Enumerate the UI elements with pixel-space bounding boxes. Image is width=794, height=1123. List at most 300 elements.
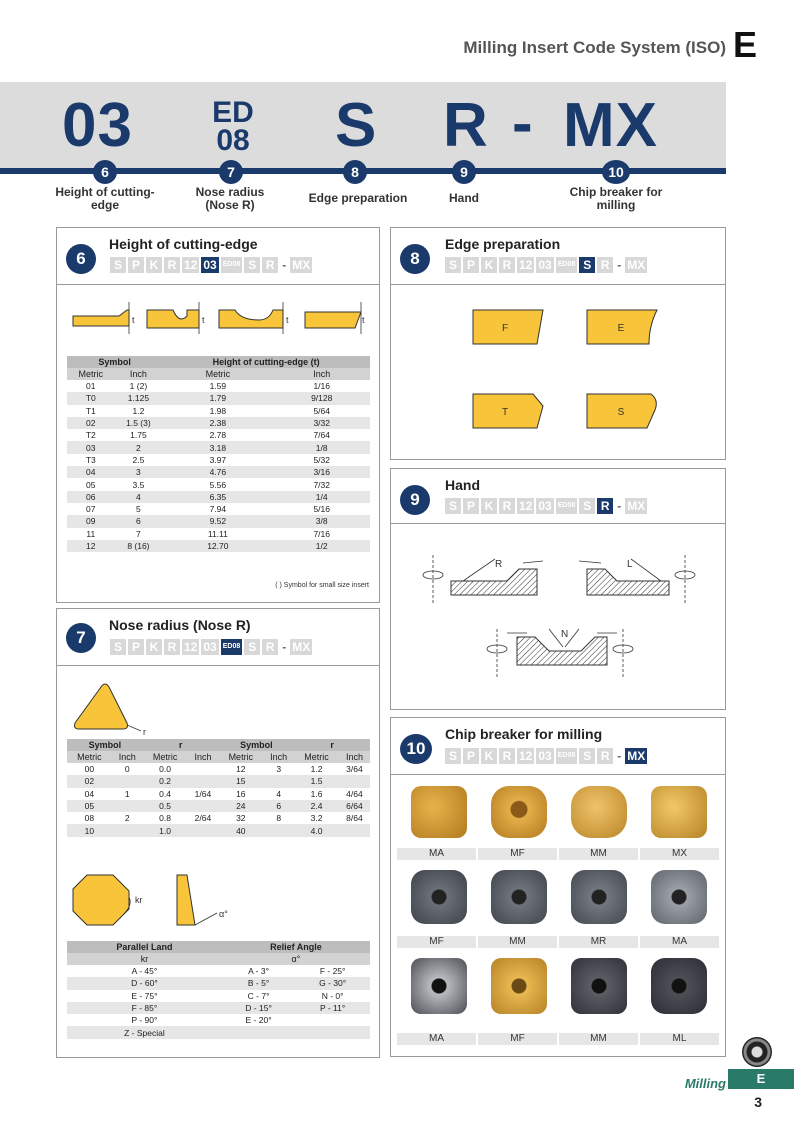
table-cell: [339, 824, 370, 836]
code-chip: ED08: [556, 257, 578, 273]
table-row: [67, 540, 370, 552]
code-chip: R: [262, 257, 278, 273]
table-cell: 11.11: [207, 528, 228, 539]
table-cell: 5: [136, 504, 141, 515]
table-row: [67, 824, 370, 836]
code-part-r: R: [443, 91, 489, 160]
chip-label: MF: [478, 1033, 557, 1045]
table-cell: 32: [236, 813, 246, 824]
code-chip: 03: [538, 258, 552, 272]
table-cell: 0.0: [159, 764, 171, 775]
table-cell: 4/64: [346, 788, 363, 799]
table-cell: 1.5: [294, 775, 339, 787]
code-chip-active: R: [597, 498, 613, 514]
chip-label: MA: [397, 848, 476, 860]
table-row: [67, 454, 370, 466]
table-row: [67, 1026, 370, 1038]
pos-10-circle: 10: [602, 160, 630, 184]
code-dash: -: [617, 749, 622, 763]
table-cell: 08: [84, 813, 95, 824]
sub-header: Inch: [273, 368, 370, 380]
table-cell: 4.76: [162, 466, 273, 478]
table-cell: P - 11°: [295, 1002, 370, 1014]
table-row: [67, 812, 370, 824]
panel-7-number: 7: [66, 623, 96, 653]
chip-label: MX: [640, 848, 719, 860]
panel-10-codebar: [445, 748, 647, 764]
table-cell: 6.35: [162, 491, 273, 503]
table-row: [67, 405, 370, 417]
code-part-08: 08: [216, 124, 250, 157]
code-part-mx: MX: [563, 91, 658, 160]
table-cell: 5/32: [313, 454, 330, 465]
table-cell: 1.125: [115, 392, 163, 404]
code-chip: MX: [292, 640, 311, 654]
code-chip: S: [244, 639, 260, 655]
table-cell: [263, 775, 294, 787]
table-cell: 7/32: [313, 479, 330, 490]
insert-image: [491, 786, 547, 838]
sub-header: kr: [67, 953, 222, 965]
divider: [391, 523, 725, 524]
code-chip: 03: [203, 640, 217, 654]
table-cell: 6/64: [339, 800, 370, 812]
panel-8-number: 8: [400, 244, 430, 274]
code-chip: R: [597, 748, 613, 764]
chip-label: MF: [397, 936, 476, 948]
panel-10-title: Chip breaker for milling: [445, 726, 603, 742]
chip-label: MM: [559, 848, 638, 860]
table-cell: 1.2: [132, 405, 145, 416]
table-cell: D - 15°: [222, 1002, 295, 1014]
table-cell: [222, 1026, 295, 1038]
code-dash: -: [282, 640, 287, 654]
table-row: [67, 788, 370, 800]
table-row: [67, 977, 370, 989]
chip-label: MA: [397, 1033, 476, 1045]
insert-image: [491, 958, 547, 1014]
table-cell: 4: [115, 491, 163, 503]
insert-image: [571, 958, 627, 1014]
table-cell: 1.0: [143, 824, 188, 836]
table-cell: 2.78: [209, 430, 227, 441]
sub-header: Metric: [143, 751, 188, 763]
table-row: [67, 503, 370, 515]
table-cell: 00: [84, 764, 95, 775]
insert-image: [571, 786, 627, 838]
code-chip: S: [244, 257, 260, 273]
table-cell: 40: [218, 824, 263, 836]
divider: [391, 774, 725, 775]
code-chip: S: [110, 639, 126, 655]
table-cell: 1.79: [162, 392, 273, 404]
code-chip: R: [164, 257, 180, 273]
code-part-03: 03: [62, 91, 133, 160]
code-chip: K: [146, 257, 162, 273]
table-row: [67, 1002, 370, 1014]
table-cell: 3/8: [273, 515, 370, 527]
table-row: [67, 775, 370, 787]
insert-image: [491, 870, 547, 924]
table-cell: 2: [124, 813, 130, 824]
panel-7-title: Nose radius (Nose R): [109, 617, 251, 633]
table-cell: 7: [136, 528, 141, 539]
table-cell: [112, 824, 143, 836]
panel-7-codebar: [110, 639, 312, 655]
table-row: [67, 528, 370, 540]
table-row: [67, 965, 370, 977]
hand-l-label: L: [627, 559, 633, 570]
table-cell: 1/4: [273, 491, 370, 503]
table-cell: 3: [276, 764, 282, 775]
table-cell: 2.38: [162, 417, 273, 429]
table-cell: 04: [67, 466, 115, 478]
land-relief-table: [67, 941, 370, 1039]
table-cell: 12: [67, 540, 115, 552]
table-cell: 3/64: [346, 764, 363, 775]
panel-9-title: Hand: [445, 477, 480, 493]
insert-image: [411, 870, 467, 924]
sub-header: α°: [222, 953, 370, 965]
table-cell: F - 85°: [67, 1002, 222, 1014]
table-cell: [187, 763, 218, 775]
table-cell: 6: [263, 800, 294, 812]
code-chip: MX: [627, 499, 646, 513]
parallel-land-diagram: [71, 867, 251, 931]
code-chip: S: [110, 257, 126, 273]
sub-header: Metric: [162, 368, 273, 380]
table-cell: [263, 824, 294, 836]
table-cell: 03: [67, 441, 115, 453]
table-cell: 3/16: [273, 466, 370, 478]
table-cell: 1.2: [310, 764, 323, 775]
table-cell: 24: [218, 800, 263, 812]
table-cell: 8 (16): [115, 540, 163, 552]
table-row: [67, 441, 370, 453]
code-chip: 12: [184, 258, 198, 272]
pos-7-circle: 7: [219, 160, 243, 184]
panel-9-number: 9: [400, 485, 430, 515]
t-label: t: [132, 315, 135, 325]
kr-label: kr: [135, 895, 143, 905]
table-cell: 05: [67, 800, 112, 812]
code-chip: K: [481, 257, 497, 273]
table-cell: N - 0°: [321, 990, 344, 1001]
chip-label: MA: [640, 936, 719, 948]
edge-prep-f-e: [471, 308, 661, 348]
table-cell: 4: [276, 788, 282, 799]
table-cell: 02: [67, 775, 112, 787]
t-label: t: [286, 315, 289, 325]
table-cell: 7/64: [313, 430, 330, 441]
table-cell: [295, 1014, 370, 1026]
r-label: r: [143, 727, 146, 737]
col-header: Parallel Land: [67, 941, 222, 953]
table-cell: E - 20°: [245, 1015, 272, 1026]
code-chip: K: [481, 748, 497, 764]
sub-header: Inch: [112, 751, 143, 763]
page-number: 3: [754, 1094, 762, 1110]
prep-f-label: F: [501, 323, 509, 334]
chip-label: MR: [559, 936, 638, 948]
table-cell: 2/64: [194, 813, 212, 824]
table-cell: 2.5: [132, 454, 145, 465]
sub-header: Inch: [263, 751, 294, 763]
table-cell: 06: [67, 491, 115, 503]
pos-10-label: Chip breaker for milling: [569, 185, 663, 212]
table-cell: [339, 775, 370, 787]
table-cell: [295, 1026, 370, 1038]
table-cell: Z - Special: [67, 1026, 222, 1038]
code-chip: P: [463, 748, 479, 764]
chip-label: ML: [640, 1033, 719, 1045]
table-cell: [187, 775, 218, 787]
table-cell: T1: [85, 405, 96, 416]
table-cell: 0.4: [159, 788, 171, 799]
panel-nose-radius: [56, 608, 380, 1058]
table-cell: 3.2: [310, 813, 323, 824]
prep-s-label: S: [617, 407, 625, 418]
table-note: ( ) Symbol for small size insert: [275, 582, 369, 589]
nose-radius-table: [67, 739, 370, 837]
code-chip: K: [146, 639, 162, 655]
chip-label: MF: [478, 848, 557, 860]
table-row: [67, 380, 370, 392]
table-cell: 5/16: [313, 504, 330, 515]
table-cell: 12.70: [162, 540, 273, 552]
table-row: [67, 491, 370, 503]
alpha-label: α°: [219, 909, 228, 919]
table-row: [67, 392, 370, 404]
table-cell: 07: [86, 504, 96, 515]
panel-6-number: 6: [66, 244, 96, 274]
milling-cutter-icon: [742, 1037, 772, 1067]
col-header: Height of cutting-edge (t): [162, 356, 370, 368]
table-cell: 1/64: [194, 788, 212, 799]
table-cell: 0.5: [143, 800, 188, 812]
table-cell: [112, 775, 143, 787]
code-part-s: S: [335, 91, 378, 160]
sub-header: Inch: [339, 751, 370, 763]
pos-6-circle: 6: [93, 160, 117, 184]
row3-labels: [397, 1033, 719, 1045]
code-dash: -: [512, 89, 534, 158]
table-cell: A - 45°: [131, 966, 158, 977]
panel-hand: [390, 468, 726, 710]
nose-radius-diagram: [71, 679, 161, 739]
col-header: r: [143, 739, 219, 751]
table-cell: 1 (2): [129, 381, 148, 392]
table-cell: 3/32: [273, 417, 370, 429]
hand-r-label: R: [495, 559, 503, 570]
pos-7-label: Nose radius (Nose R): [195, 185, 265, 212]
code-chip: P: [128, 639, 144, 655]
divider: [57, 284, 379, 285]
table-cell: [112, 800, 143, 812]
table-cell: 5/64: [313, 405, 330, 416]
table-cell: 1.59: [209, 381, 227, 392]
table-cell: 8: [276, 813, 282, 824]
table-cell: 3.18: [162, 441, 273, 453]
table-cell: 3.97: [209, 454, 227, 465]
insert-image: [651, 958, 707, 1014]
table-cell: 09: [67, 515, 115, 527]
table-cell: B - 5°: [222, 977, 295, 989]
table-row: [67, 800, 370, 812]
table-row: [67, 466, 370, 478]
insert-image: [411, 958, 467, 1014]
sub-header: Metric: [67, 751, 112, 763]
code-chip-active: ED08: [221, 639, 243, 655]
panel-8-title: Edge preparation: [445, 236, 561, 252]
panel-chip-breaker: [390, 717, 726, 1057]
pos-8-circle: 8: [343, 160, 367, 184]
edge-prep-t-s: [471, 392, 661, 432]
panel-height-cutting-edge: [56, 227, 380, 603]
table-cell: 9.52: [162, 515, 273, 527]
code-chip: MX: [292, 258, 311, 272]
table-cell: 1/16: [313, 381, 330, 392]
pos-6-label: Height of cutting-edge: [55, 185, 155, 212]
code-chip: R: [262, 639, 278, 655]
table-cell: C - 7°: [247, 990, 270, 1001]
table-row: [67, 429, 370, 441]
col-header: Symbol: [67, 739, 143, 751]
col-header: r: [294, 739, 370, 751]
panel-8-codebar: [445, 257, 647, 273]
height-table: [67, 356, 370, 552]
table-cell: 15: [218, 775, 263, 787]
table-cell: 3: [115, 466, 163, 478]
code-chip: R: [597, 257, 613, 273]
table-cell: 7/16: [313, 528, 330, 539]
panel-edge-preparation: [390, 227, 726, 460]
t-label: t: [202, 315, 205, 325]
table-cell: T3: [85, 454, 96, 465]
table-row: [67, 515, 370, 527]
table-cell: 0.2: [143, 775, 188, 787]
table-cell: A - 3°: [248, 966, 270, 977]
table-cell: [187, 824, 218, 836]
table-cell: 16: [236, 788, 246, 799]
panel-9-codebar: [445, 498, 647, 514]
insert-image: [651, 786, 707, 838]
code-dash: -: [617, 499, 622, 513]
table-cell: 9/128: [273, 392, 370, 404]
table-cell: 04: [84, 788, 95, 799]
pos-9-label: Hand: [449, 191, 479, 205]
table-cell: 1.98: [209, 405, 227, 416]
sub-header: Metric: [294, 751, 339, 763]
pos-8-label: Edge preparation: [308, 191, 408, 205]
code-chip: S: [579, 498, 595, 514]
table-cell: 12: [236, 764, 246, 775]
insert-image: [651, 870, 707, 924]
code-chip: K: [481, 498, 497, 514]
table-cell: G - 30°: [295, 977, 370, 989]
table-cell: P - 90°: [131, 1015, 158, 1026]
table-row: [67, 1014, 370, 1026]
table-cell: 0: [124, 764, 130, 775]
row1-labels: [397, 848, 719, 860]
insert-image: [411, 786, 467, 838]
code-chip: S: [445, 498, 461, 514]
prep-t-label: T: [501, 407, 509, 418]
table-row: [67, 417, 370, 429]
code-chip: 03: [538, 499, 552, 513]
table-cell: 6: [115, 515, 163, 527]
code-chip-active: MX: [627, 749, 646, 763]
header-title: Milling Insert Code System (ISO): [463, 38, 726, 57]
t-label: t: [362, 315, 365, 325]
code-chip: ED08: [221, 257, 243, 273]
table-cell: 1.6: [310, 788, 323, 799]
divider: [57, 665, 379, 666]
table-cell: 7.94: [209, 504, 227, 515]
footer-letter: E: [728, 1069, 794, 1089]
table-cell: 01: [86, 381, 96, 392]
code-chip: MX: [627, 258, 646, 272]
table-cell: 1/8: [273, 441, 370, 453]
divider: [391, 284, 725, 285]
code-chip: P: [128, 257, 144, 273]
footer-section: Milling: [684, 1076, 726, 1091]
panel-6-codebar: [110, 257, 312, 273]
chip-label: MM: [559, 1033, 638, 1045]
table-cell: 2: [115, 441, 163, 453]
code-chip: 12: [519, 749, 533, 763]
table-cell: 1.75: [130, 430, 147, 441]
pos-9-circle: 9: [452, 160, 476, 184]
prep-e-label: E: [617, 323, 625, 334]
table-cell: 02: [67, 417, 115, 429]
code-chip: R: [499, 257, 515, 273]
table-cell: 11: [86, 528, 96, 539]
table-cell: 1/2: [273, 540, 370, 552]
code-chip: 12: [184, 640, 198, 654]
table-row: [67, 478, 370, 490]
code-chip: 12: [519, 258, 533, 272]
code-chip: R: [499, 748, 515, 764]
table-cell: 4.0: [294, 824, 339, 836]
col-header: Relief Angle: [222, 941, 370, 953]
table-cell: 2.4: [294, 800, 339, 812]
sub-header: Metric: [67, 368, 115, 380]
table-cell: D - 60°: [67, 977, 222, 989]
code-chip: ED08: [556, 498, 578, 514]
table-cell: 3.5: [132, 479, 145, 490]
chip-label: MM: [478, 936, 557, 948]
hand-n-label: N: [561, 629, 569, 640]
table-cell: 0.8: [159, 813, 171, 824]
table-cell: 10: [67, 824, 112, 836]
table-cell: T0: [67, 392, 115, 404]
code-chip: R: [164, 639, 180, 655]
sub-header: Inch: [187, 751, 218, 763]
code-chip: P: [463, 498, 479, 514]
code-chip-active: 03: [203, 258, 217, 272]
sub-header: Inch: [115, 368, 163, 380]
row2-labels: [397, 936, 719, 948]
panel-10-number: 10: [400, 734, 432, 764]
table-cell: [187, 800, 218, 812]
code-chip-active: S: [579, 257, 595, 273]
code-chip: S: [579, 748, 595, 764]
table-cell: 05: [86, 479, 96, 490]
code-chip: ED08: [556, 748, 578, 764]
table-cell: 5.56: [209, 479, 227, 490]
table-cell: 1: [124, 788, 130, 799]
